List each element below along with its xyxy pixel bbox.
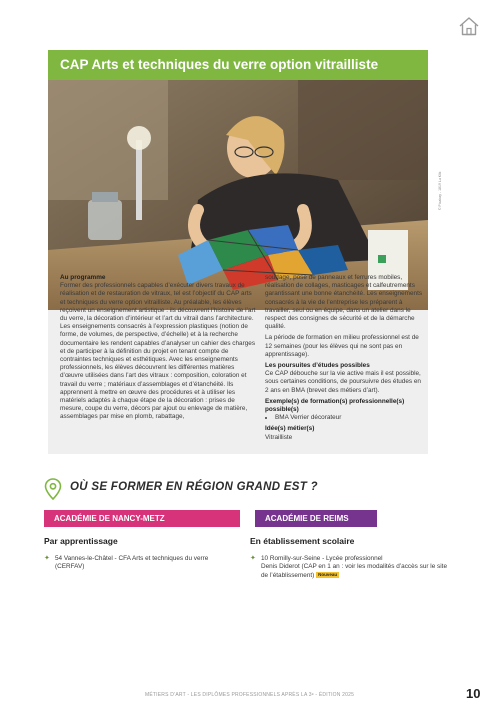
bullet-item: • BMA Verrier décorateur	[275, 414, 425, 422]
training-mode-label: En établissement scolaire	[250, 536, 355, 546]
section-heading: Idée(s) métier(s)	[265, 425, 315, 433]
academy-tag-nancy-metz: ACADÉMIE DE NANCY-METZ	[44, 510, 240, 527]
establishment-detail: (CERFAV)	[55, 563, 85, 571]
establishment-name: 10 Romilly-sur-Seine - Lycée professionnel	[261, 555, 383, 562]
establishment-name: 54 Vannes-le-Châtel - CFA Arts et techniques du verre	[55, 555, 209, 562]
body-paragraph: Vitrailliste	[265, 433, 293, 441]
body-paragraph: Ce CAP débouche sur la vie active mais il est possible, sous certaines conditions, de poursuivre des études en 2 ans en BMA (brevet des métiers d’art).	[265, 370, 421, 394]
academy-tag-reims: ACADÉMIE DE REIMS	[255, 510, 377, 527]
bullet-list	[265, 414, 425, 422]
establishment-detail: Denis Diderot (CAP en 1 an : voir les modalités d’accès sur le site de l’établissement)	[261, 563, 448, 579]
page-footer: MÉTIERS D’ART - LES DIPLÔMES PROFESSIONNELS APRÈS LA 3ᵉ - ÉDITION 2025	[145, 692, 355, 698]
where-to-train-section	[44, 478, 444, 500]
map-pin-icon	[44, 478, 62, 500]
card-title-bar	[48, 50, 428, 80]
section-heading: Exemple(s) de formation(s) professionnelle(s) possible(s)	[265, 397, 405, 414]
page-number: 10	[466, 686, 481, 701]
card-right-column	[265, 274, 425, 445]
section-heading: Les poursuites d’études possibles	[265, 362, 370, 370]
new-badge: Nouveau	[318, 571, 338, 577]
card-left-column	[60, 274, 256, 425]
body-paragraph: La période de formation en milieu professionnel est de 12 semaines (pour les élèves qui ne sont pas en apprentissage).	[265, 334, 419, 358]
body-paragraph: Former des professionnels capables d’exécuter divers travaux de réalisation et de restauration de vitraux, tel est l’objectif du CAP arts et techniques du verre option vitrailliste. Au préalable, les élèves reçoivent un enseignement artistique : ils découvrent l’histoire de l’art du verre, la décoration d’intérieur et l’art du vitrail dans l’architecture. Les enseignements consacrés à l’expression plastiques (notion de forme, de volumes, de perspective, d’échelle) et à la recherche documentaire les rendent capables d’analyser un cahier des charges et de participer à la définition du projet en tenant compte de contraintes techniques et esthétiques. Avec les enseignements professionnels, les élèves découvrent les différentes matières d’œuvre utilisées dans l’art des vitraux : composition, coloration et travail du verre ; matériaux d’assemblages et d’étanchéité. Ils apprennent à mettre en œuvre des procédures et à utiliser les matériels adaptés à chaque étape de la décoration : prises de mesure, coupe du verre, décors par ajout ou enlevage de matière, assemblages par mise en plomb, rabattage,	[60, 282, 256, 421]
establishment-entry	[44, 555, 234, 572]
section-heading: Au programme	[60, 274, 106, 281]
photo-credit: © Pixabay - 1819 Lu Klik	[438, 171, 442, 210]
training-mode-label: Par apprentissage	[44, 536, 118, 546]
establishment-entry	[250, 555, 450, 580]
body-paragraph: soudage, pose de panneaux et ferrures mobiles, réalisation de collages, masticages et calfeutrements garantissant une bonne étanchéité. Les enseignements consacrés à la vie de l’entreprise les préparent à travailler, seul ou en équipe, dans un atelier dans le respect des consignes de sécurité et de la démarche qualité.	[265, 274, 423, 331]
card-title: CAP Arts et techniques du verre option vitrailliste	[60, 57, 379, 72]
star-bullet-icon: ✦	[44, 555, 50, 562]
home-icon[interactable]	[458, 16, 480, 36]
where-title: OÙ SE FORMER EN RÉGION GRAND EST ?	[70, 481, 318, 493]
star-bullet-icon: ✦	[250, 555, 256, 562]
